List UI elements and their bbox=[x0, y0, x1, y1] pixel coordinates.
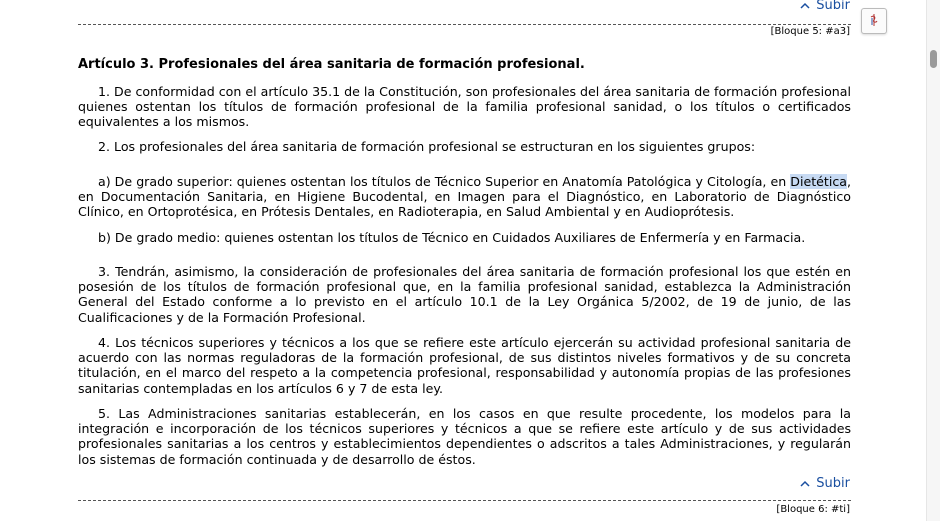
article-paragraph-2: 2. Los profesionales del área sanitaria de formación profesional se estructuran en los siguientes grupos: bbox=[98, 139, 756, 154]
block-divider-bottom bbox=[78, 500, 851, 501]
scrollbar-thumb[interactable] bbox=[930, 50, 937, 68]
article-paragraph-5: 5. Las Administraciones sanitarias establecerán, en los casos en que resulte procedente, los modelos para la integración e incorporación de los técnicos superiores y técnicos a que se refiere este artículo y de sus actividades profesionales sanitarias a los centros y establecimientos dependientes o adscritos a tales Administraciones, y regularán los sistemas de formación continuada y de desarrollo de éstos. bbox=[78, 406, 851, 467]
chevron-up-icon bbox=[800, 479, 810, 489]
chevron-up-icon bbox=[800, 1, 810, 11]
paragraph-a-start: a) De grado superior: quienes ostentan los títulos de Técnico Superior en Anatomía Patológica y Citología, en bbox=[98, 174, 791, 189]
block-divider-top bbox=[78, 24, 851, 25]
subir-label: Subir bbox=[816, 0, 850, 13]
vertical-scrollbar[interactable] bbox=[926, 0, 940, 521]
article-paragraph-4: 4. Los técnicos superiores y técnicos a los que se refiere este artículo ejercerán su actividad profesional sanitaria de acuerdo con las normas reguladoras de la formación profesional, de sus distintos niveles formativos y de su concreta titulación, en el marco del respeto a la competencia profesional, responsabilidad y autonomía propias de las profesiones sanitarias contempladas en los artículos 6 y 7 de esta ley. bbox=[78, 335, 851, 396]
article-paragraph-a bbox=[78, 174, 851, 220]
subir-label: Subir bbox=[816, 476, 850, 491]
highlighted-text: Dietética bbox=[790, 174, 847, 189]
block-anchor-bottom[interactable]: [Bloque 6: #ti] bbox=[776, 504, 850, 515]
document-icon[interactable] bbox=[861, 8, 887, 34]
subir-link-top[interactable] bbox=[800, 0, 850, 13]
article-title: Artículo 3. Profesionales del área sanitaria de formación profesional. bbox=[78, 57, 585, 72]
article-paragraph-b: b) De grado medio: quienes ostentan los títulos de Técnico en Cuidados Auxiliares de Enfermería y en Farmacia. bbox=[98, 230, 806, 245]
article-paragraph-1: 1. De conformidad con el artículo 35.1 de la Constitución, son profesionales del área sanitaria de formación profesional quienes ostentan los títulos de formación profesional de la familia profesional sanidad, o los títulos o certificados equivalentes a los mismos. bbox=[78, 84, 851, 130]
subir-link-bottom[interactable] bbox=[800, 476, 850, 491]
block-anchor-top[interactable]: [Bloque 5: #a3] bbox=[770, 26, 850, 37]
article-paragraph-3: 3. Tendrán, asimismo, la consideración de profesionales del área sanitaria de formación profesional los que estén en posesión de los títulos de formación profesional que, en la familia profesional sanidad, establezca la Administración General del Estado conforme a lo previsto en el artículo 10.1 de la Ley Orgánica 5/2002, de 19 de junio, de las Cualificaciones y de la Formación Profesional. bbox=[78, 264, 851, 325]
paragraph-a-end: , en Documentación Sanitaria, en Higiene Bucodental, en Imagen para el Diagnóstico, en Laboratorio de Diagnóstico Clínico, en Ortoprotésica, en Prótesis Dentales, en Radioterapia, en Salud Ambiental y en Audioprótesis. bbox=[78, 174, 851, 220]
